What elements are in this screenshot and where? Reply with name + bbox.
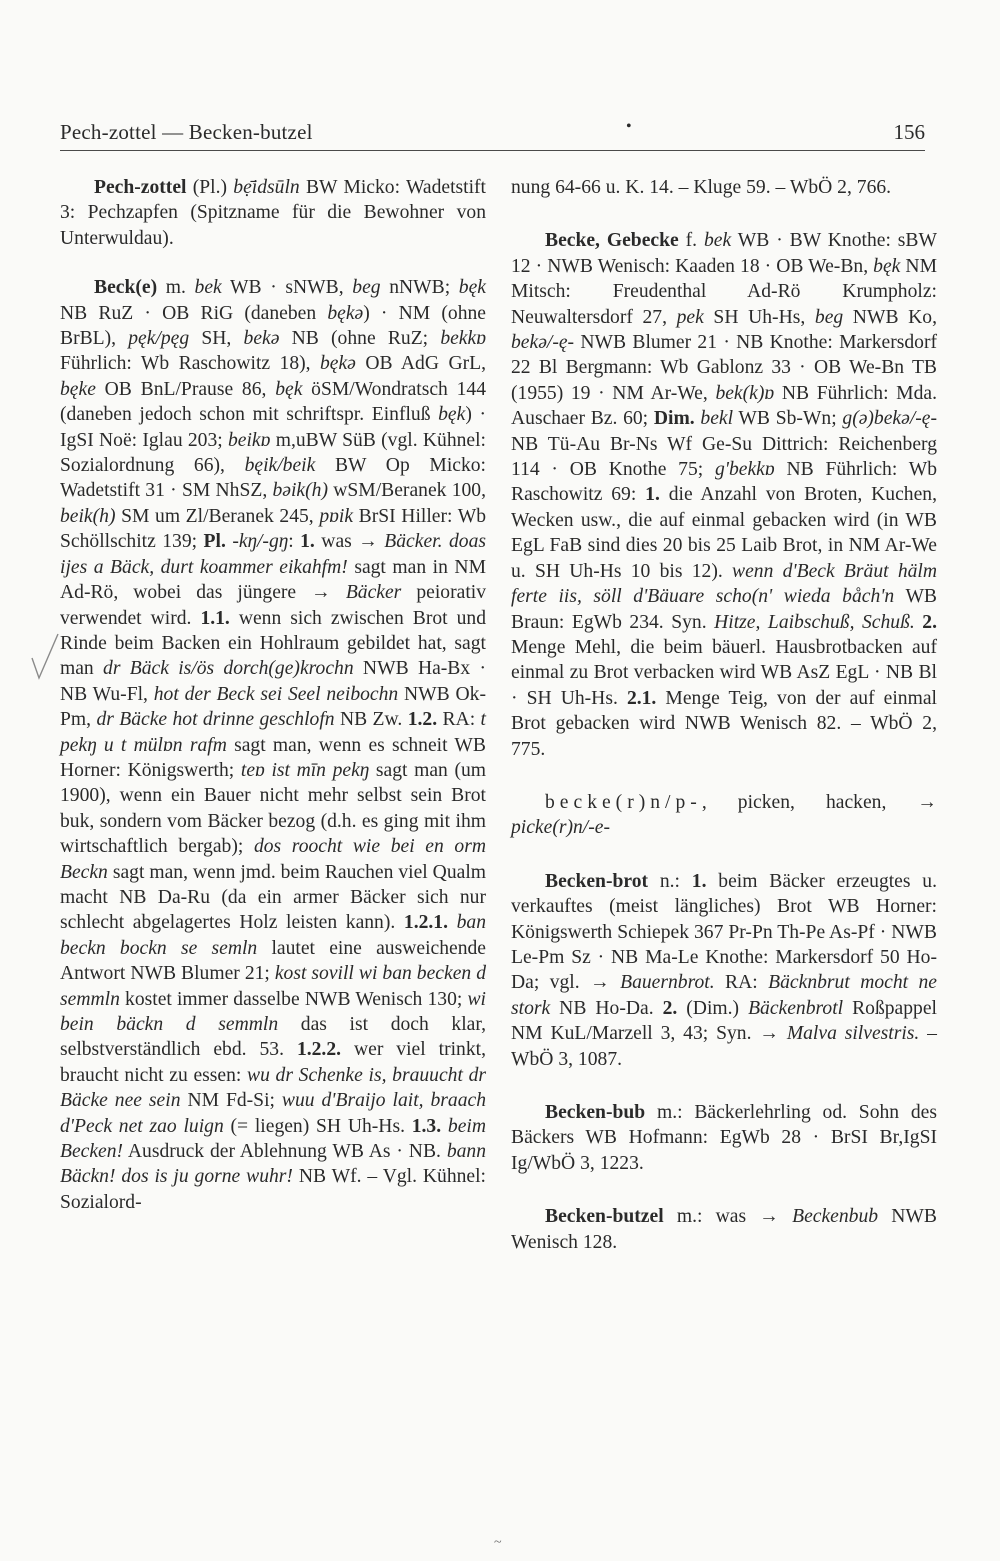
- pencil-check-mark-icon: [28, 628, 62, 688]
- headword: Becken-brot: [545, 870, 649, 892]
- running-header: [60, 120, 925, 150]
- headword: Becken-bub: [545, 1102, 646, 1123]
- page-number: 156: [893, 120, 925, 144]
- header-dot: •: [626, 118, 632, 135]
- entry-pech-zottel: Pech-zottel (Pl.) bẹ̄idsūln BW Micko: Wadetstift 3: Pechzapfen (Spitzname für die Bewohner von Unterwuldau).: [60, 177, 486, 249]
- entry-becke: Becke, Gebecke f. bek WB · BW Knothe: sBW 12 · NWB Wenisch: Kaaden 18 · OB We-Bn, bęk NM Mitsch: Freudenthal Ad-Rö Krumpholz: Neuwaltersdorf 27, pek SH Uh-Hs, beg NWB Ko, bekə/-ę- NWB Blumer 21 · NB Knothe: Markersdorf 22 Bl Bergmann: Wb Gablonz 33 · OB We-Bn TB (1955) 19 · NM Ar-We, bek(k)ɒ NB Führlich: Mda. Auschaer Bz. 60; Dim. bekl WB Sb-Wn; g(ə)bekə/-ę- NB Tü-Au Br-Ns Wf Ge-Su Dittrich: Reichenberg 114 · OB Knothe 75; g'bekkɒ NB Führlich: Wb Raschowitz 69: 1. die Anzahl von Broten, Kuchen, Wecken usw., die auf einmal gebacken wird (in WB EgL FaB sind dies 20 bis 25 Laib Brot, in NM Ar-We u. SH Uh-Hs 10 bis 12). wenn d'Beck Bräut hälm ferte iis, söll d'Bäuare scho(n' wieda båch'n WB Braun: EgWb 234. Syn. Hitze, Laibschuß, Schuß. 2. Menge Mehl, die beim bäuerl. Hausbrotbacken auf einmal zu Brot verbacken wird WB AsZ EgL · NB Bl · SH Uh-Hs. 2.1. Menge Teig, von der auf einmal Brot gebacken wird NWB Wenisch 82. – WbÖ 2, 775.: [511, 230, 938, 760]
- headword: Beck(e): [94, 277, 158, 299]
- entry-becken-verb-reference: becke(r)n/p-, picken, hacken, → picke(r)n/-e-: [511, 791, 937, 839]
- entry-becken-butzel: Becken-butzel m.: was → Beckenbub NWB Wenisch 128.: [511, 1206, 937, 1253]
- right-column: [511, 175, 937, 1255]
- headword: Becke, Gebecke: [545, 230, 679, 252]
- left-column: [60, 175, 486, 1215]
- headword: Becken-butzel: [545, 1206, 664, 1228]
- entry-beck: Beck(e) m. bek WB · sNWB, beg nNWB; bęk NB RuZ · OB RiG (daneben bękə) · NM (ohne BrBL), pęk/pęg SH, bekə NB (ohne RuZ; bekkɒ Führlich: Wb Raschowitz 18), bękə OB AdG GrL, bęke OB BnL/Prause 86, bęk öSM/Wondratsch 144 (daneben jedoch schon mit schriftspr. Einfluß bęk) · IgSI Noë: Iglau 203; beikɒ m,uBW SüB (vgl. Kühnel: Sozialordnung 66), bęik/beik BW Op Micko: Wadetstift 31 · SM NhSZ, bəik(h) wSM/Beranek 100, beik(h) SM um Zl/Beranek 245, pɒik BrSI Hiller: Wb Schöllschitz 139; Pl. -kŋ/-gŋ: 1. was → Bäcker. doas ijes a Bäck, durt koammer eikahfm! sagt man in NM Ad-Rö, wobei das jüngere → Bäcker peiorativ verwendet wird. 1.1. wenn sich zwischen Brot und Rinde beim Backen ein Hohlraum gebildet hat, sagt man dr Bäck is/ös dorch(ge)krochn NWB Ha-Bx · NB Wu-Fl, hot der Beck sei Seel neibochn NWB Ok-Pm, dr Bäcke hot drinne geschlofn NB Zw. 1.2. RA: t pekŋ u t mülɒn rafm sagt man, wenn es schneit WB Horner: Königswerth; teɒ ist mīn pekŋ sagt man (um 1900), wenn ein Bauer nicht mehr selbst sein Brot buk, sondern vom Bäcker bezog (d.h. es ging mit ihm wirtschaftlich bergab); dos roocht wie bei en orm Beckn sagt man, wenn jmd. beim Rauchen viel Qualm macht NB Da-Ru (da ein armer Bäcker sich nur schlecht abgelagertes Holz leisten kann). 1.2.1. ban beckn bockn se semln lautet eine ausweichende Antwort NWB Blumer 21; kost sovill wi ban becken d semmln kostet immer dasselbe NWB Wenisch 130; wi bein bäckn d semmln das ist doch klar, selbstverständlich ebd. 53. 1.2.2. wer viel trinkt, braucht nicht zu essen: wu dr Schenke is, brauucht dr Bäcke nee sein NM Fd-Si; wuu d'Braijo lait, braach d'Peck net zao luign (= liegen) SH Uh-Hs. 1.3. beim Becken! Ausdruck der Ablehnung WB As · NB. bann Bäckn! dos is ju gorne wuhr! NB Wf. – Vgl. Kühnel: Sozialord-: [60, 277, 487, 1213]
- header-title: Pech-zottel — Becken-butzel: [60, 120, 313, 144]
- entry-beck-continued: nung 64-66 u. K. 14. – Kluge 59. – WbÖ 2, 766.: [511, 177, 892, 198]
- entry-becken-bub: Becken-bub m.: Bäckerlehrling od. Sohn des Bäckers WB Hofmann: EgWb 28 · BrSI Br,IgSI Ig/WbÖ 3, 1223.: [511, 1102, 937, 1174]
- header-rule: [60, 150, 925, 151]
- headword: Pech-zottel: [94, 177, 187, 198]
- footer-mark: ~: [494, 1535, 502, 1550]
- entry-becken-brot: Becken-brot n.: 1. beim Bäcker erzeugtes u. verkauftes (meist längliches) Brot WB Horner: Königswerth Schiepek 367 Pr-Pn Th-Pe As-Pf · NWB Le-Pm Sz · NB Ma-Le Knothe: Markersdorf 50 Ho-Da; vgl. → Bauernbrot. RA: Bäcknbrut mocht ne stork NB Ho-Da. 2. (Dim.) Bäckenbrotl Roßpappel NM KuL/Marzell 3, 43; Syn. → Malva silvestris. – WbÖ 3, 1087.: [511, 870, 938, 1070]
